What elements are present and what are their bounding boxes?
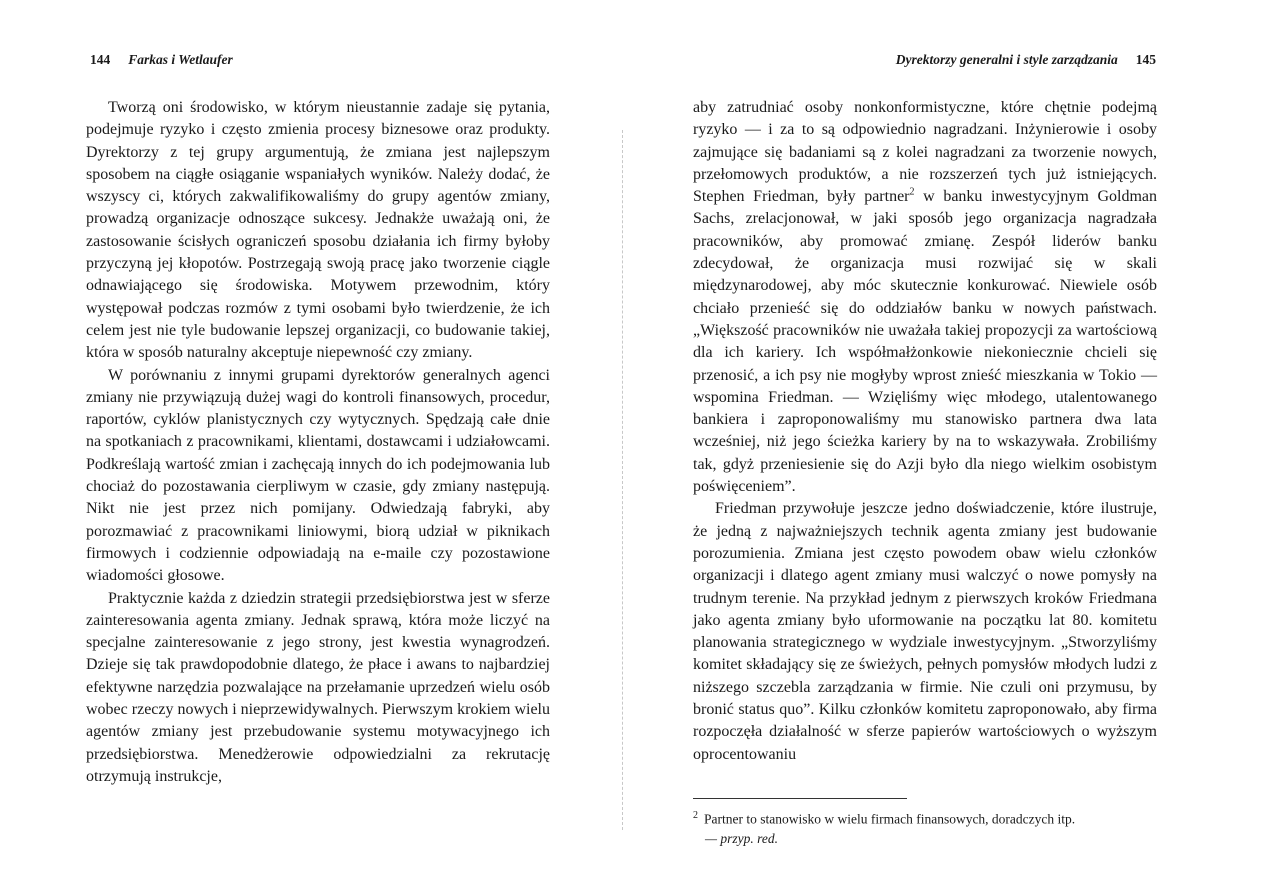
right-page [623,0,1262,894]
footnote-mark: 2 [693,810,698,821]
footnote-line-1 [693,806,1157,829]
left-paragraph-1: Tworzą oni środowisko, w którym nieustannie zadaje się pytania, podejmuje ryzyko i często zmienia procesy biznesowe oraz produkty. Dyrektorzy z tej grupy argumentują, że zmiana jest najlepszym sposobem na ciągłe osiąganie wspaniałych wyników. Należy dodać, że wszyscy ci, których zakwalifikowaliśmy do grupy agentów zmiany, prowadzą organizacje odnoszące sukcesy. Jednakże uważają oni, że zastosowanie ścisłych ograniczeń sposobu działania ich firmy byłoby przyczyną jej kłopotów. Postrzegają swoją pracę jako tworzenie ciągle odnawiającego się środowiska. Motywem przewodnim, który występował podczas rozmów z tymi osobami było twierdzenie, że ich celem jest nie tyle budowanie lepszej organizacji, co budowanie takiej, która w sposób naturalny akceptuje niepewność czy zmiany. [86,99,550,362]
right-paragraph-1-part-a: aby zatrudniać osoby nonkonformistyczne, które chętnie podejmą ryzyko — i za to są odpowiednio nagradzani. Inżynierowie i osoby zajmujące się badaniami są z kolei nagradzani za tworzenie nowych, przełomowych produktów, a nie rozszerzeń tych już istniejących. Stephen Friedman, były partner [693,99,1157,206]
right-paragraph-1 [693,97,1157,498]
footnote-attribution: — przyp. red. [705,830,778,846]
left-body-text [86,97,550,788]
footnote [693,806,1157,848]
right-paragraph-1-part-b: w banku inwestycyjnym Goldman Sachs, zrelacjonował, w jaki sposób jego organizacja nagradzała pracowników, aby promować zmianę. Zespół liderów banku zdecydował, że organizacja musi rozwijać się w skali międzynarodowej, aby móc skutecznie konkurować. Niewiele osób chciało przenieść się do oddziałów banku w nowych państwach. „Większość pracowników nie uważała takiej propozycji za wartościową dla ich kariery. Ich współmałżonkowie niekoniecznie chcieli się przenosić, a ich psy nie mogłyby wprost znieść mieszkania w Tokio — wspomina Friedman. — Wzięliśmy więc młodego, utalentowanego bankiera i zaproponowaliśmy mu stanowisko partnera dwa lata wcześniej, niż jego ścieżka kariery by na to wskazywała. Zrobiliśmy tak, gdyż przeniesienie się do Azji było dla niego wielkim osobistym poświęceniem”. [693,188,1158,496]
left-running-head: Farkas i Wetlaufer [128,52,233,67]
right-running-header [896,52,1156,68]
footnote-text: Partner to stanowisko w wielu firmach finansowych, doradczych itp. [704,811,1076,827]
footnote-rule [693,798,907,799]
left-paragraph-2: W porównaniu z innymi grupami dyrektorów generalnych agenci zmiany nie przywiązują dużej wagi do kontroli finansowych, procedur, raportów, cyklów planistycznych czy wytycznych. Spędzają całe dnie na spotkaniach z pracownikami, klientami, dostawcami i udziałowcami. Podkreślają wartość zmian i zachęcają innych do ich podejmowania lub chociaż do pozostawania cierpliwym w czasie, gdy zmiany następują. Nikt nie jest przez nich pomijany. Odwiedzają fabryki, aby porozmawiać z pracownikami liniowymi, biorą udział w piknikach firmowych i codziennie odpowiadają na e-maile czy pozostawione wiadomości głosowe. [86,366,550,585]
right-page-number: 145 [1135,52,1156,67]
right-paragraph-2: Friedman przywołuje jeszcze jedno doświadczenie, które ilustruje, że jedną z najważniejszych technik agenta zmiany jest budowanie porozumienia. Zmiana jest często powodem obaw wielu członków organizacji i dlatego agent zmiany musi walczyć o nowe pomysły na trudnym terenie. Na przykład jednym z pierwszych kroków Friedmana jako agenta zmiany było uformowanie na początku lat 80. komitetu planowania strategicznego w wydziale inwestycyjnym. „Stworzyliśmy komitet składający się ze świeżych, pełnych pomysłów młodych ludzi z niższego szczebla zarządzania w firmie. Nie czuli oni przymusu, by bronić status quo”. Kilku członków komitetu zaproponowało, aby firma rozpoczęła działalność w sferze papierów wartościowych o wyższym oprocentowaniu [693,500,1157,763]
right-running-head: Dyrektorzy generalni i style zarządzania [895,52,1118,67]
footnote-reference: 2 [909,186,915,198]
left-running-header [90,52,233,68]
right-body-text [693,97,1157,766]
left-page-number: 144 [90,52,111,67]
left-paragraph-3: Praktycznie każda z dziedzin strategii przedsiębiorstwa jest w sferze zainteresowania agenta zmiany. Jednak sprawą, która może liczyć na specjalne zainteresowanie z jego strony, jest kwestia wynagrodzeń. Dzieje się tak prawdopodobnie dlatego, że płace i awans to najbardziej efektywne narzędzia pozwalające na przełamanie uprzedzeń wielu osób wobec rzeczy nowych i nieprzewidywalnych. Pierwszym krokiem wielu agentów zmiany jest przebudowanie systemu motywacyjnego ich przedsiębiorstwa. Menedżerowie odpowiedzialni za rekrutację otrzymują instrukcje, [86,589,550,785]
left-page [0,0,622,894]
